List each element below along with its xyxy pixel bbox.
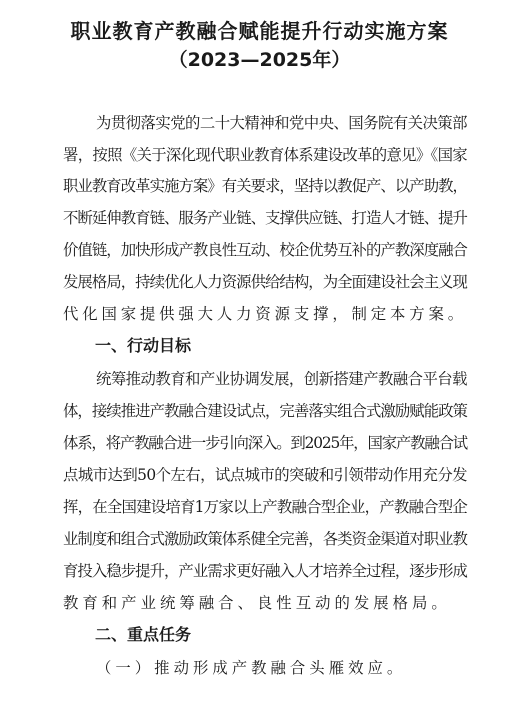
paragraph-line: 职业教育改革实施方案》有关要求，坚持以教促产、以产助教， xyxy=(63,177,467,195)
paragraph-line: 统筹推动教育和产业协调发展，创新搭建产教融合平台载 xyxy=(96,370,467,388)
section-heading: 二、重点任务 xyxy=(95,625,192,644)
paragraph-line: 育投入稳步提升，产业需求更好融入人才培养全过程，逐步形成 xyxy=(63,562,467,580)
paragraph-line: 价值链，加快形成产教良性互动、校企优势互补的产教深度融合 xyxy=(63,241,467,259)
paragraph-line: 点城市达到50个左右，试点城市的突破和引领带动作用充分发 xyxy=(63,466,467,484)
paragraph-line: 挥，在全国建设培育1万家以上产教融合型企业，产教融合型企 xyxy=(63,498,467,516)
paragraph-line: 不断延伸教育链、服务产业链、支撑供应链、打造人才链、提升 xyxy=(63,209,467,227)
document-subtitle: （2023—2025年） xyxy=(168,49,351,71)
paragraph-line: 发展格局，持续优化人力资源供给结构，为全面建设社会主义现 xyxy=(63,273,467,291)
paragraph-line: 为贯彻落实党的二十大精神和党中央、国务院有关决策部 xyxy=(96,114,467,132)
paragraph-line: 教育和产业统筹融合、良性互动的发展格局。 xyxy=(63,594,451,612)
paragraph-line: 署，按照《关于深化现代职业教育体系建设改革的意见》《国家 xyxy=(63,146,467,164)
paragraph-line: 体，接续推进产教融合建设试点，完善落实组合式激励赋能政策 xyxy=(63,402,467,420)
section-heading: 一、行动目标 xyxy=(95,336,192,355)
paragraph-line: 业制度和组合式激励政策体系健全完善，各类资金渠道对职业教 xyxy=(63,530,467,548)
paragraph-line: 体系，将产教融合进一步引向深入。到2025年，国家产教融合试 xyxy=(63,434,467,452)
paragraph-line: 代化国家提供强大人力资源支撑，制定本方案。 xyxy=(63,305,467,323)
document-title: 职业教育产教融合赋能提升行动实施方案 xyxy=(70,19,449,43)
subsection-heading: （一）推动形成产教融合头雁效应。 xyxy=(96,659,407,677)
